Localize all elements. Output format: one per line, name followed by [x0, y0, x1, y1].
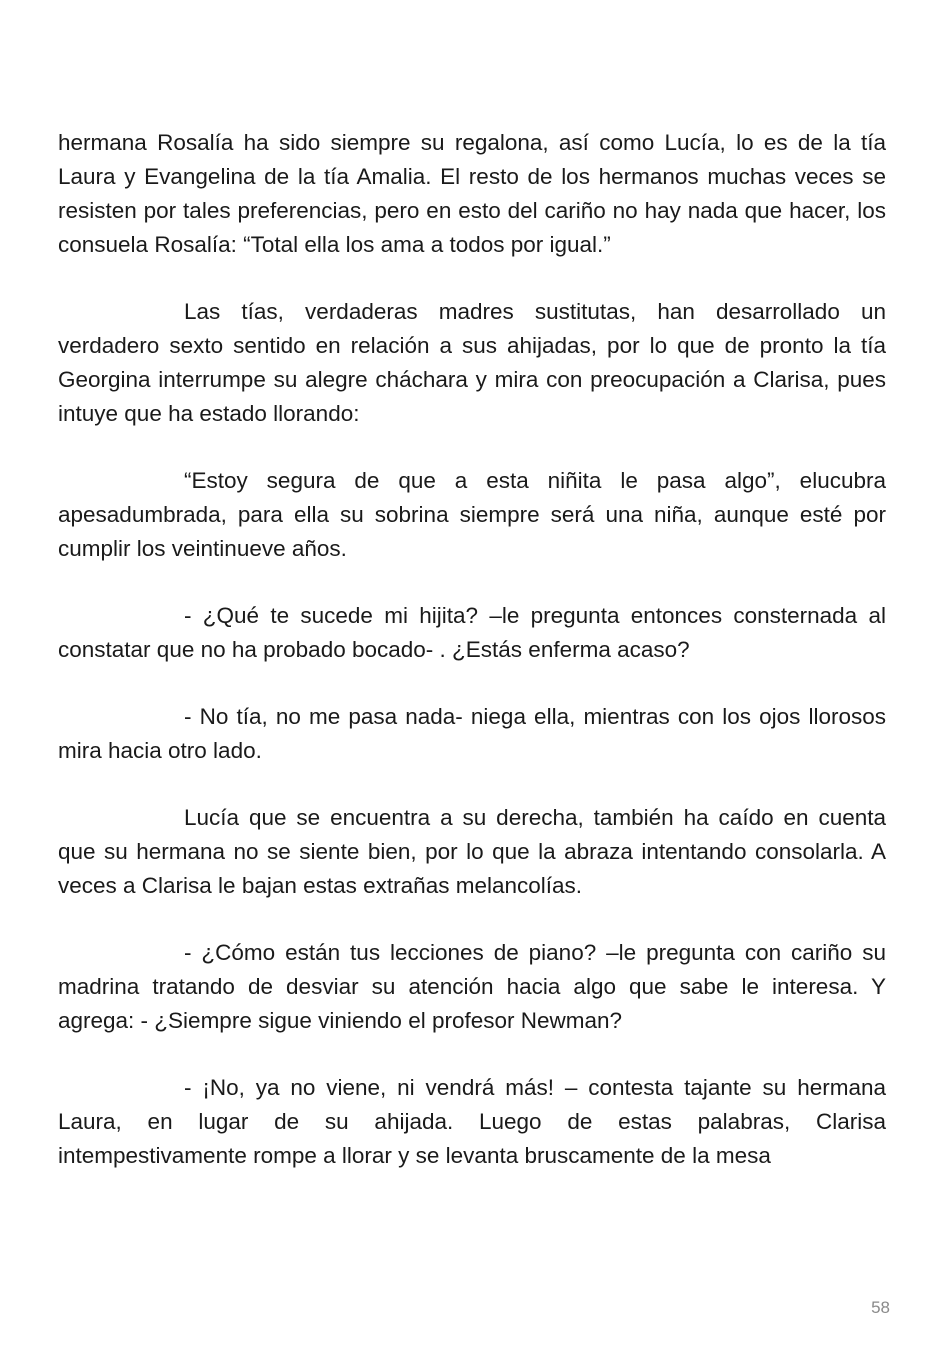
- paragraph: Las tías, verdaderas madres sustitutas, han desarrollado un verdadero sexto sentido en relación a sus ahijadas, por lo que de pronto la tía Georgina interrumpe su alegre cháchara y mira con preocupación a Clarisa, pues intuye que ha estado llorando:: [58, 299, 886, 426]
- paragraph: “Estoy segura de que a esta niñita le pasa algo”, elucubra apesadumbrada, para ella su sobrina siempre será una niña, aunque esté por cumplir los veintinueve años.: [58, 468, 886, 561]
- paragraph: - ¿Cómo están tus lecciones de piano? –le pregunta con cariño su madrina tratando de desviar su atención hacia algo que sabe le interesa. Y agrega: - ¿Siempre sigue viniendo el profesor Newman?: [58, 940, 886, 1033]
- paragraph: - ¡No, ya no viene, ni vendrá más! – contesta tajante su hermana Laura, en lugar de su ahijada. Luego de estas palabras, Clarisa intempestivamente rompe a llorar y se levanta bruscamente de la mesa: [58, 1075, 886, 1168]
- paragraph: hermana Rosalía ha sido siempre su regalona, así como Lucía, lo es de la tía Laura y Evangelina de la tía Amalia. El resto de los hermanos muchas veces se resisten por tales preferencias, pero en esto del cariño no hay nada que hacer, los consuela Rosalía: “Total ella los ama a todos por igual.”: [58, 130, 886, 257]
- paragraph: - No tía, no me pasa nada- niega ella, mientras con los ojos llorosos mira hacia otro lado.: [58, 704, 886, 763]
- paragraph: Lucía que se encuentra a su derecha, también ha caído en cuenta que su hermana no se siente bien, por lo que la abraza intentando consolarla. A veces a Clarisa le bajan estas extrañas melancolías.: [58, 805, 886, 898]
- page-body: [58, 126, 886, 1206]
- page-number: 58: [871, 1298, 890, 1317]
- paragraph: - ¿Qué te sucede mi hijita? –le pregunta entonces consternada al constatar que no ha probado bocado- . ¿Estás enferma acaso?: [58, 603, 886, 662]
